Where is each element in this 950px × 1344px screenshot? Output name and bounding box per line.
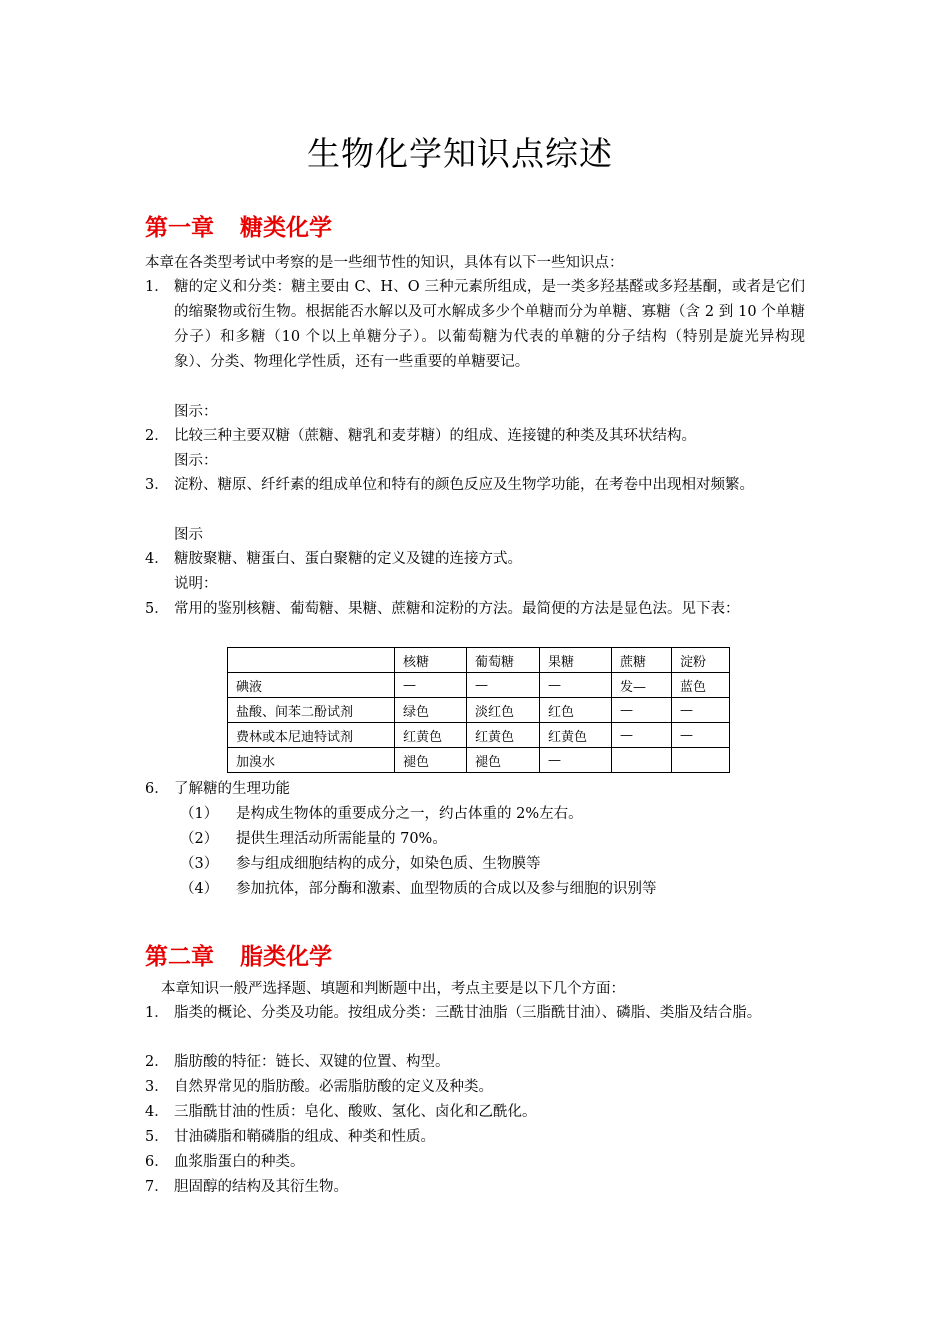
function-item xyxy=(180,852,541,876)
list-item xyxy=(145,777,805,802)
chapter-2-intro: 本章知识一般严选择题、填题和判断题中出，考点主要是以下几个方面： xyxy=(161,981,625,997)
table-cell xyxy=(672,748,730,773)
document-title: 生物化学知识点综述 xyxy=(307,134,613,173)
table-cell xyxy=(612,748,672,773)
item-number: 4． xyxy=(145,1104,169,1120)
table-row xyxy=(228,723,730,748)
item-number: 3． xyxy=(145,1079,169,1095)
table-cell: 盐酸、间苯二酚试剂 xyxy=(228,698,395,723)
table-cell: — xyxy=(395,673,467,698)
table-cell: — xyxy=(672,723,730,748)
table-cell: 碘液 xyxy=(228,673,395,698)
table-header-cell: 核糖 xyxy=(395,648,467,673)
table-cell: 褪色 xyxy=(467,748,540,773)
function-text: 是构成生物体的重要成分之一，约占体重的 2%左右。 xyxy=(236,806,583,822)
chapter-1-heading xyxy=(145,209,332,242)
item-number: 2． xyxy=(145,428,169,444)
list-item xyxy=(145,1125,805,1150)
table-cell: — xyxy=(467,673,540,698)
table-header-cell xyxy=(228,648,395,673)
list-item xyxy=(145,547,805,572)
function-item xyxy=(180,827,447,851)
function-text: 参与组成细胞结构的成分，如染色质、生物膜等 xyxy=(236,856,541,872)
item-number: 5． xyxy=(145,1129,169,1145)
item-number: 1． xyxy=(145,1005,169,1021)
item-text: 三脂酰甘油的性质：皂化、酸败、氢化、卤化和乙酰化。 xyxy=(174,1104,537,1120)
table-cell: 费林或本尼迪特试剂 xyxy=(228,723,395,748)
function-item xyxy=(180,802,583,826)
item-text: 血浆脂蛋白的种类。 xyxy=(174,1154,305,1170)
item-number: 4． xyxy=(145,551,169,567)
item-text: 了解糖的生理功能 xyxy=(174,781,290,797)
item-number: 6． xyxy=(145,781,169,797)
list-item xyxy=(145,1100,805,1125)
table-cell: 发— xyxy=(612,673,672,698)
item-number: 2． xyxy=(145,1054,169,1070)
table-header-cell: 葡萄糖 xyxy=(467,648,540,673)
chapter-1-number: 第一章 xyxy=(145,215,214,241)
table-cell: 红色 xyxy=(540,698,612,723)
table-cell: 淡红色 xyxy=(467,698,540,723)
table-header-cell: 蔗糖 xyxy=(612,648,672,673)
table-cell: — xyxy=(540,748,612,773)
function-number: （4） xyxy=(180,881,219,897)
table-cell: 红黄色 xyxy=(395,723,467,748)
table-row xyxy=(228,748,730,773)
list-item xyxy=(145,1175,805,1200)
list-item xyxy=(145,1001,805,1026)
table-cell: 蓝色 xyxy=(672,673,730,698)
item-text: 淀粉、糖原、纤纤素的组成单位和特有的颜色反应及生物学功能，在考卷中出现相对频繁。 xyxy=(174,477,754,493)
item-number: 5． xyxy=(145,601,169,617)
item-text: 糖胺聚糖、糖蛋白、蛋白聚糖的定义及键的连接方式。 xyxy=(174,551,522,567)
list-item xyxy=(145,1075,805,1100)
table-header-cell: 淀粉 xyxy=(672,648,730,673)
table-cell: 绿色 xyxy=(395,698,467,723)
table-cell: 红黄色 xyxy=(467,723,540,748)
table-cell: 褪色 xyxy=(395,748,467,773)
chapter-1-intro: 本章在各类型考试中考察的是一些细节性的知识，具体有以下一些知识点： xyxy=(145,255,624,271)
list-item xyxy=(145,1150,805,1175)
table-row xyxy=(228,673,730,698)
function-number: （1） xyxy=(180,806,219,822)
sugar-test-table xyxy=(227,647,730,773)
item-number: 1． xyxy=(145,279,169,295)
function-number: （2） xyxy=(180,831,219,847)
explanation-note: 说明： xyxy=(174,576,218,592)
item-text: 自然界常见的脂肪酸。必需脂肪酸的定义及种类。 xyxy=(174,1079,493,1095)
chapter-1-topic: 糖类化学 xyxy=(240,215,332,241)
item-text: 比较三种主要双糖（蔗糖、糖乳和麦芽糖）的组成、连接键的种类及其环状结构。 xyxy=(174,428,696,444)
figure-note: 图示： xyxy=(174,453,218,469)
function-item xyxy=(180,877,657,901)
item-text: 胆固醇的结构及其衍生物。 xyxy=(174,1179,348,1195)
table-row xyxy=(228,698,730,723)
table-cell: — xyxy=(612,698,672,723)
function-number: （3） xyxy=(180,856,219,872)
list-item xyxy=(145,424,805,449)
list-item xyxy=(145,473,805,498)
chapter-2-number: 第二章 xyxy=(145,944,214,970)
chapter-2-heading xyxy=(145,938,332,971)
item-text: 脂类的概论、分类及功能。按组成分类：三酰甘油脂（三脂酰甘油）、磷脂、类脂及结合脂。 xyxy=(174,1005,762,1021)
item-number: 6． xyxy=(145,1154,169,1170)
table-cell: 加溴水 xyxy=(228,748,395,773)
table-cell: — xyxy=(612,723,672,748)
function-text: 提供生理活动所需能量的 70%。 xyxy=(236,831,447,847)
item-text: 常用的鉴别核糖、葡萄糖、果糖、蔗糖和淀粉的方法。最简便的方法是显色法。见下表： xyxy=(174,601,740,617)
list-item xyxy=(145,597,805,622)
figure-note: 图示： xyxy=(174,404,218,420)
table-header-row xyxy=(228,648,730,673)
item-text: 脂肪酸的特征：链长、双键的位置、构型。 xyxy=(174,1054,450,1070)
item-number: 3． xyxy=(145,477,169,493)
item-text: 糖的定义和分类：糖主要由 C、H、O 三种元素所组成，是一类多羟基醛或多羟基酮，或者是它们的缩聚物或衍生物。根据能否水解以及可水解成多少个单糖而分为单糖、寡糖（含 2 到 10 个单糖分子）和多糖（10 个以上单糖分子）。以葡萄糖为代表的单糖的分子结构（特别是旋光异构现象）、分类、物理化学性质，还有一些重要的单糖要记。 xyxy=(174,279,805,370)
table-cell: 红黄色 xyxy=(540,723,612,748)
item-number: 7． xyxy=(145,1179,169,1195)
list-item xyxy=(145,1050,805,1075)
table-cell: — xyxy=(540,673,612,698)
function-text: 参加抗体，部分酶和激素、血型物质的合成以及参与细胞的识别等 xyxy=(236,881,657,897)
table-cell: — xyxy=(672,698,730,723)
figure-note: 图示 xyxy=(174,527,203,543)
table-header-cell: 果糖 xyxy=(540,648,612,673)
item-text: 甘油磷脂和鞘磷脂的组成、种类和性质。 xyxy=(174,1129,435,1145)
list-item xyxy=(145,275,805,375)
chapter-2-topic: 脂类化学 xyxy=(240,944,332,970)
